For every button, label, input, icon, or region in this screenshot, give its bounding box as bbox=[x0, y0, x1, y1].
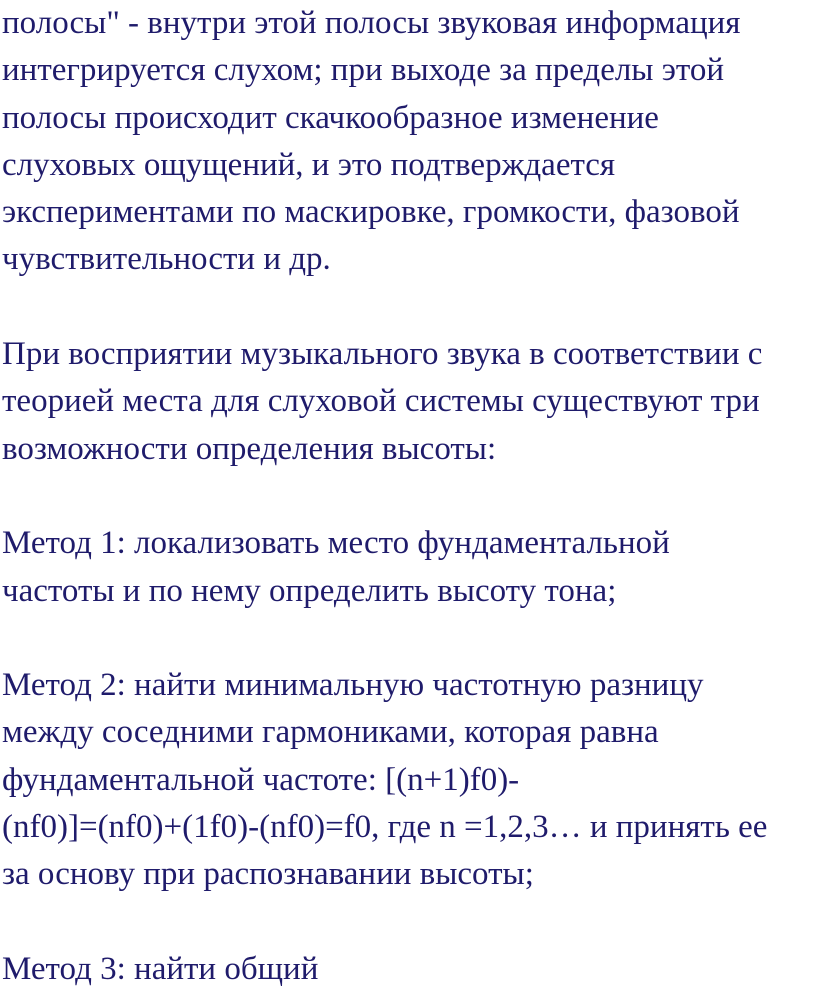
text-line: полосы происходит скачкообразное изменение bbox=[2, 99, 659, 136]
text-line: между соседними гармониками, которая равна bbox=[2, 714, 659, 751]
text-line: экспериментами по маскировке, громкости, фазовой bbox=[2, 194, 740, 231]
paragraph-critical-band bbox=[2, 0, 814, 284]
text-line: частоты и по нему определить высоту тона; bbox=[2, 572, 617, 609]
text-line: теорией места для слуховой системы существуют три bbox=[2, 383, 760, 420]
text-line: чувствительности и др. bbox=[2, 241, 331, 278]
paragraph-method-2 bbox=[2, 662, 814, 898]
text-line: слуховых ощущений, и это подтверждается bbox=[2, 146, 616, 183]
text-line: (nf0)]=(nf0)+(1f0)-(nf0)=f0, где n =1,2,3… и принять ее bbox=[2, 809, 768, 846]
text-line: возможности определения высоты: bbox=[2, 430, 497, 467]
text-line: Метод 1: локализовать место фундаментальной bbox=[2, 525, 670, 562]
paragraph-place-theory bbox=[2, 331, 814, 473]
text-line: При восприятии музыкального звука в соответствии с bbox=[2, 336, 763, 373]
paragraph-spacer bbox=[2, 284, 814, 331]
text-line: интегрируется слухом; при выходе за пределы этой bbox=[2, 52, 725, 89]
paragraph-spacer bbox=[2, 473, 814, 520]
text-line: Метод 2: найти минимальную частотную разницу bbox=[2, 667, 704, 704]
paragraph-spacer bbox=[2, 615, 814, 662]
paragraph-spacer bbox=[2, 899, 814, 946]
text-line: полосы" - внутри этой полосы звуковая информация bbox=[2, 5, 741, 41]
paragraph-method-3 bbox=[2, 946, 814, 993]
text-line: за основу при распознавании высоты; bbox=[2, 856, 534, 893]
text-line: фундаментальной частоте: [(n+1)f0)- bbox=[2, 761, 520, 798]
text-line: Метод 3: найти общий bbox=[2, 950, 319, 987]
paragraph-method-1 bbox=[2, 520, 814, 615]
document-body bbox=[2, 0, 814, 993]
